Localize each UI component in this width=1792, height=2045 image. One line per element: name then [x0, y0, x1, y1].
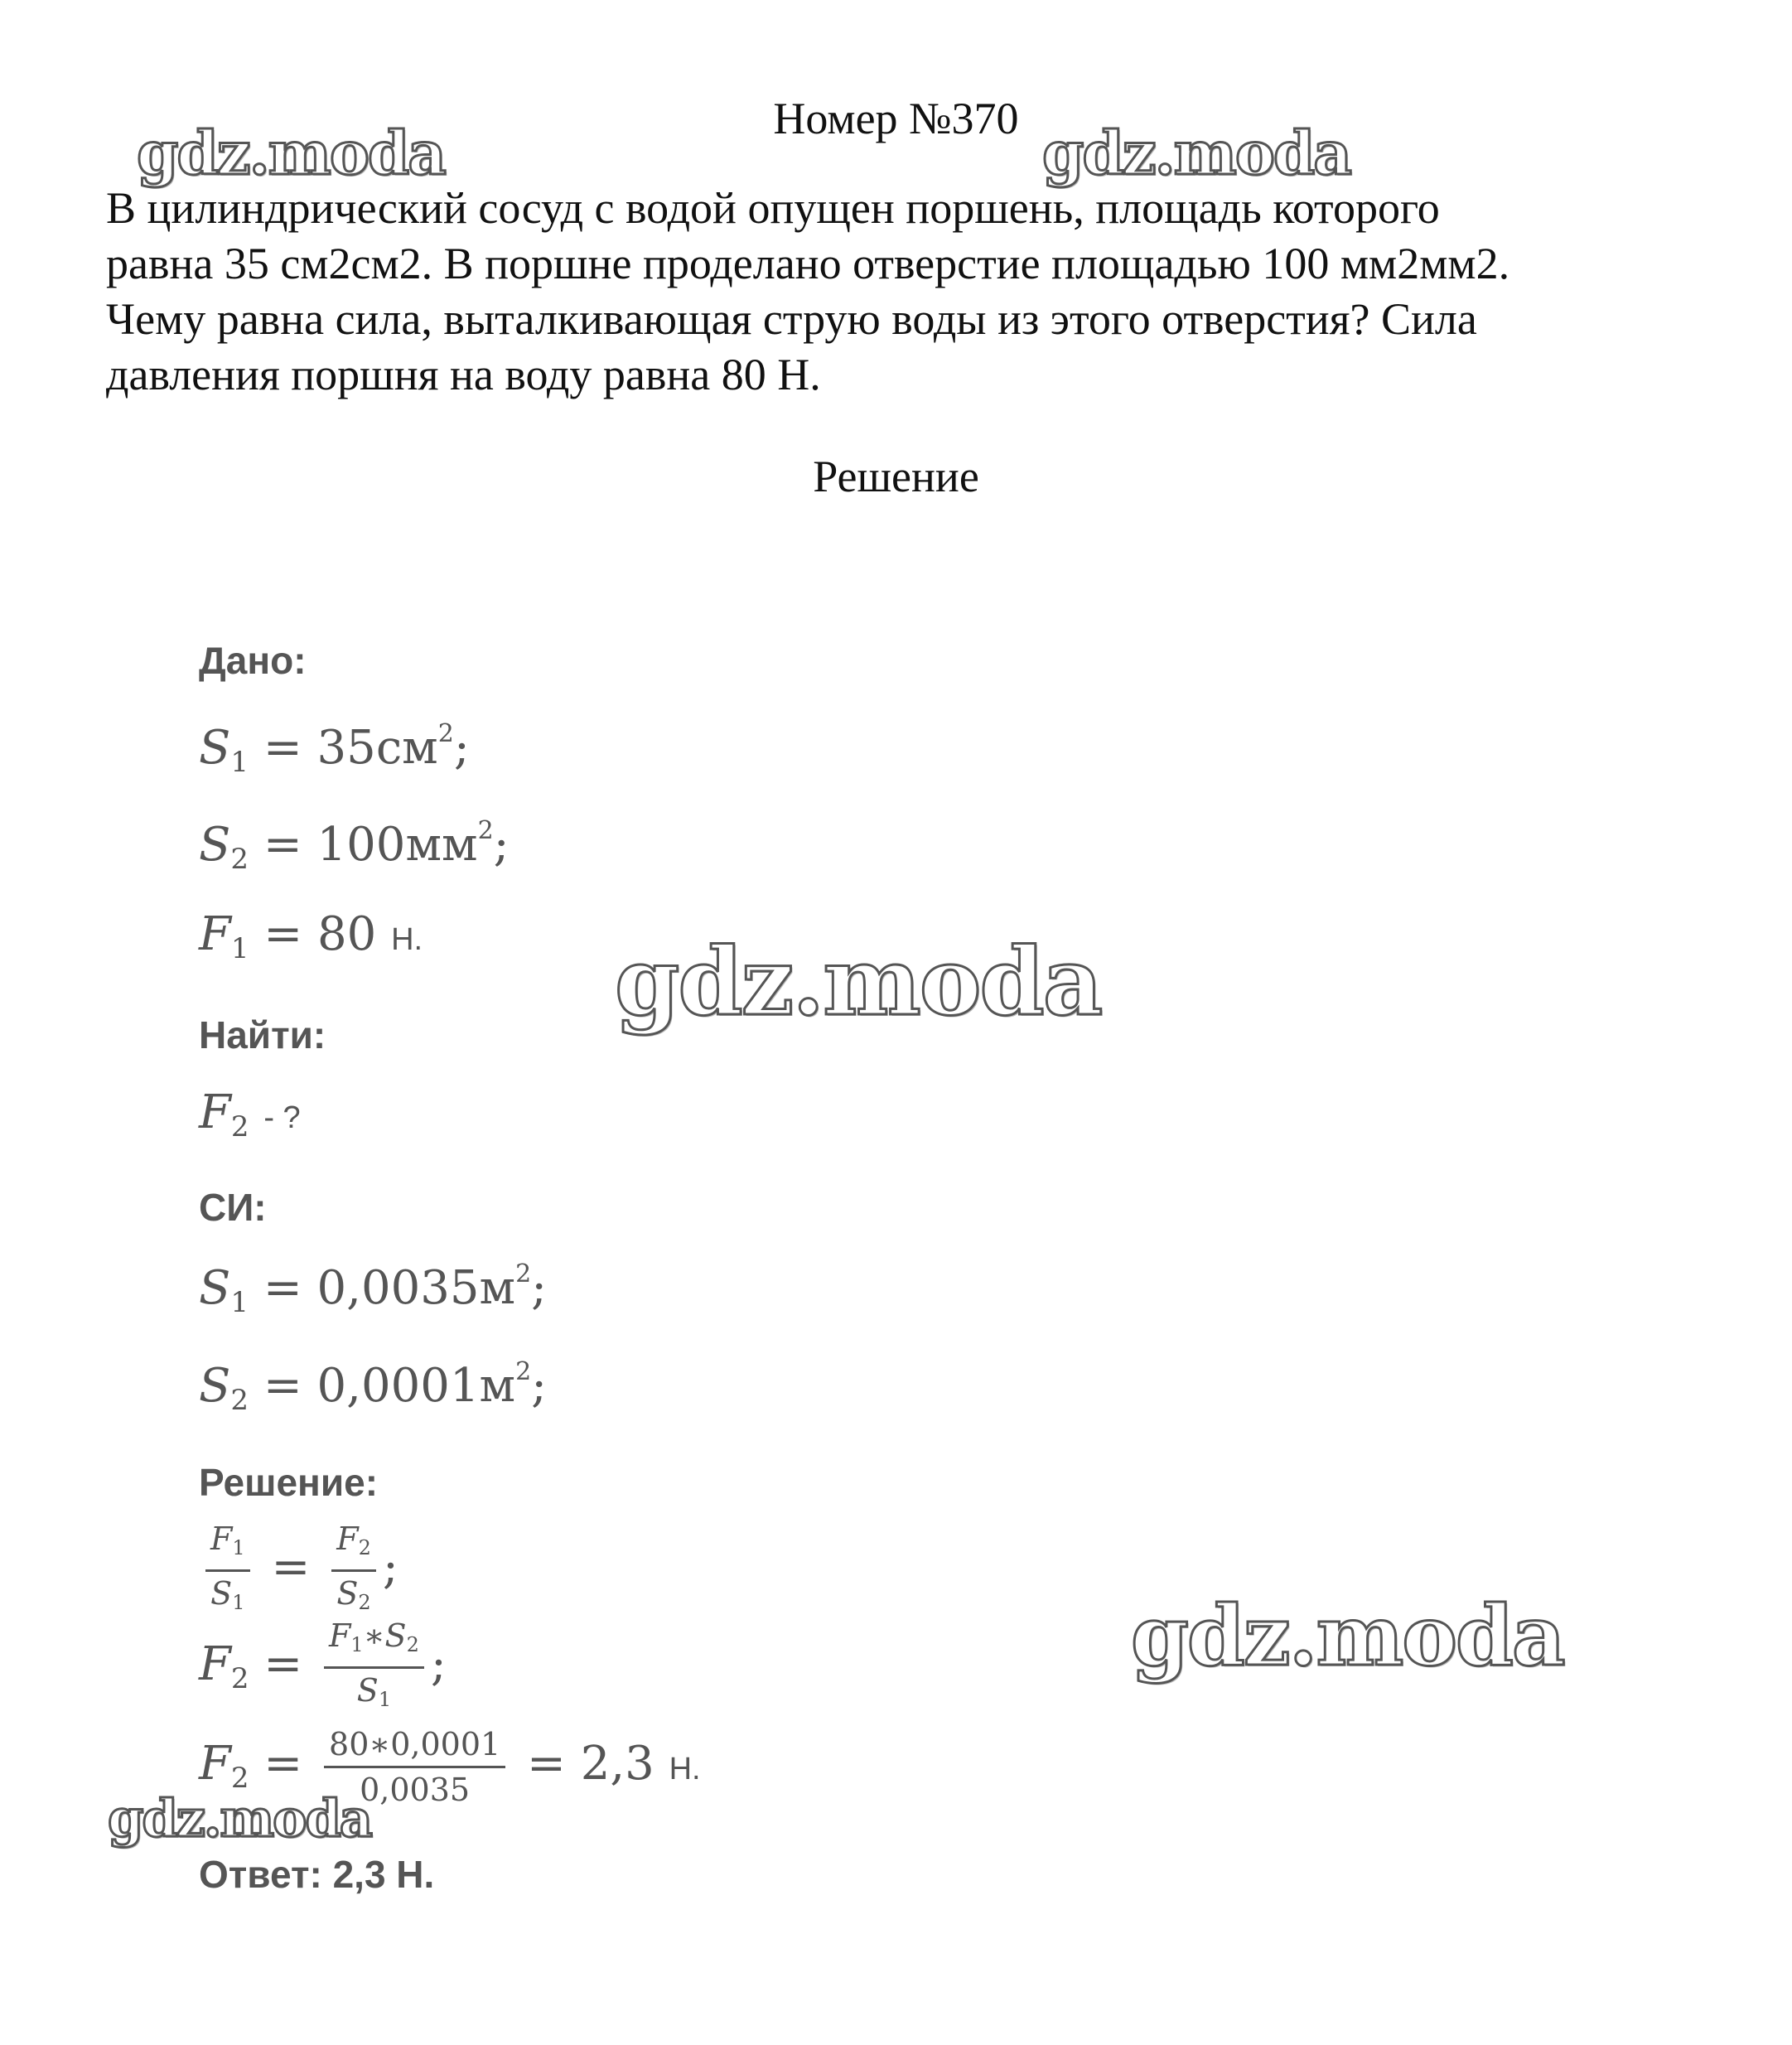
given-label: Дано: [199, 639, 307, 682]
problem-line: равна 35 см2см2. В поршне проделано отверстие площадью 100 мм2мм2. [106, 239, 1510, 288]
formula-ratio: $\frac{F_1}{S_1}$ = $\frac{F_2}{S_2}$ ; [199, 1520, 398, 1621]
watermark: gdz.moda [108, 1788, 371, 1849]
watermark: gdz.moda [1131, 1587, 1564, 1685]
formula-calc: $F_2$ = $\frac{80∗0,0001}{0,0035}$ = 2,3 Н. [199, 1726, 701, 1808]
solution-heading: Решение [813, 452, 979, 501]
problem-line: Чему равна сила, выталкивающая струю воды из этого отверстия? Сила [106, 294, 1477, 344]
si-label: СИ: [199, 1186, 267, 1229]
watermark: gdz.moda [137, 118, 445, 188]
si-s2: $S_2 = 0,0001м^2$; [199, 1357, 548, 1417]
given-f1: $F_1 = 80$ Н. [199, 907, 423, 965]
solution-label: Решение: [199, 1461, 379, 1504]
watermark: gdz.moda [1042, 118, 1350, 188]
si-s1: $S_1 = 0,0035м^2$; [199, 1259, 548, 1319]
watermark: gdz.moda [615, 928, 1102, 1037]
given-s2: $S_2 = 100мм^2$; [199, 816, 510, 876]
problem-line: давления поршня на воду равна 80 Н. [106, 350, 821, 399]
page-title: Номер №370 [773, 94, 1019, 143]
formula-f2: $F_2$ = $\frac{F_1∗S_2}{S_1}$ ; [199, 1617, 447, 1711]
problem-line: В цилиндрический сосуд с водой опущен поршень, площадь которого [106, 183, 1440, 233]
given-s1: $S_1 = 35см^2$; [199, 719, 470, 779]
problem-text [106, 181, 1730, 403]
answer: Ответ: 2,3 Н. [199, 1853, 435, 1896]
find-f2: $F_2$ - ? [199, 1085, 301, 1143]
find-label: Найти: [199, 1013, 326, 1056]
